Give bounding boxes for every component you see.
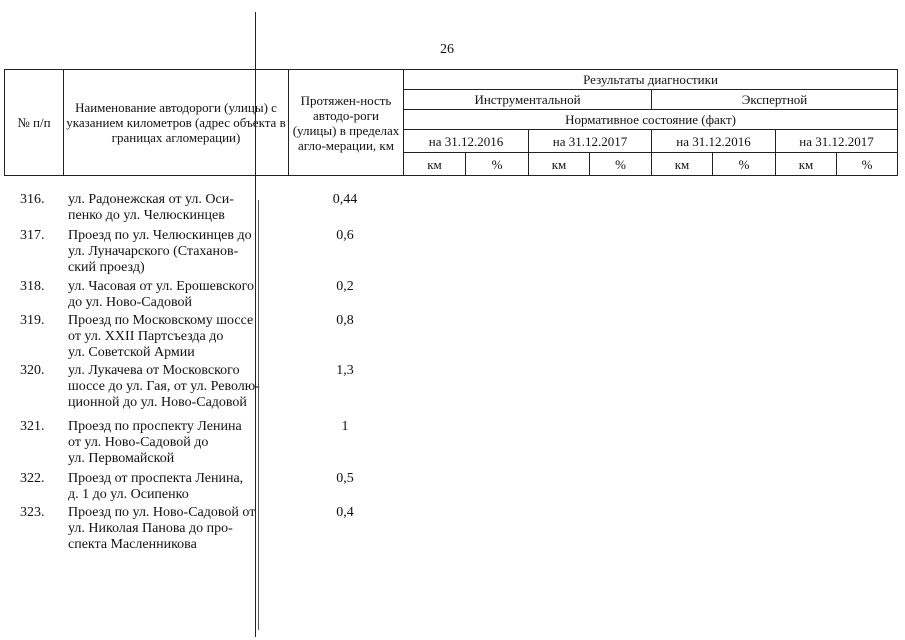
header-date: на 31.12.2016 xyxy=(652,130,776,153)
scan-fold-line xyxy=(255,12,256,637)
road-name: Проезд по ул. Челюскинцев до ул. Луначарского (Стаханов- ский проезд) xyxy=(68,228,252,275)
road-name: ул. Лукачева от Московского шоссе до ул. Гая, от ул. Револю- ционной до ул. Ново-Садовой xyxy=(68,363,260,410)
header-unit: км xyxy=(404,153,466,176)
header-unit: км xyxy=(652,153,713,176)
road-name: Проезд по ул. Ново-Садовой от ул. Николая Панова до про- спекта Масленникова xyxy=(68,505,256,552)
header-unit: км xyxy=(529,153,590,176)
row-number: 323. xyxy=(20,505,45,520)
row-number: 317. xyxy=(20,228,45,243)
road-length: 1 xyxy=(341,419,349,434)
table-row xyxy=(0,363,905,419)
road-length: 0,6 xyxy=(336,228,354,243)
header-normative-state: Нормативное состояние (факт) xyxy=(404,110,898,130)
road-list xyxy=(0,192,905,555)
road-name: ул. Часовая от ул. Ерошевского до ул. Ново-Садовой xyxy=(68,279,255,310)
row-number: 318. xyxy=(20,279,45,294)
road-length: 0,8 xyxy=(336,313,354,328)
road-name: Проезд по Московскому шоссе от ул. XXII Партсъезда до ул. Советской Армии xyxy=(68,313,254,360)
header-unit: % xyxy=(590,153,652,176)
header-instrumental: Инструментальной xyxy=(404,90,652,110)
header-date: на 31.12.2017 xyxy=(776,130,898,153)
header-road-name: Наименование автодороги (улицы) с указанием километров (адрес объекта в границах агломерации) xyxy=(64,70,289,176)
header-unit: % xyxy=(466,153,529,176)
header-diagnostics-results: Результаты диагностики xyxy=(404,70,898,90)
road-name: Проезд по проспекту Ленина от ул. Ново-Садовой до ул. Первомайской xyxy=(68,419,242,466)
table-row xyxy=(0,279,905,313)
table-row xyxy=(0,471,905,505)
header-length: Протяжен-ность автодо-роги (улицы) в пределах агло-мерации, км xyxy=(289,70,404,176)
road-name: ул. Радонежская от ул. Оси- пенко до ул. Челюскинцев xyxy=(68,192,234,223)
road-name: Проезд от проспекта Ленина, д. 1 до ул. Осипенко xyxy=(68,471,244,502)
scan-fold-line xyxy=(258,200,259,630)
table-row xyxy=(0,192,905,228)
row-number: 316. xyxy=(20,192,45,207)
header-unit: % xyxy=(837,153,898,176)
row-number: 320. xyxy=(20,363,45,378)
header-date: на 31.12.2016 xyxy=(404,130,529,153)
road-length: 1,3 xyxy=(336,363,354,378)
road-length: 0,5 xyxy=(336,471,354,486)
table-row xyxy=(0,419,905,471)
header-date: на 31.12.2017 xyxy=(529,130,652,153)
diagnostics-header-table xyxy=(4,69,898,176)
page-number: 26 xyxy=(440,42,454,57)
header-unit: км xyxy=(776,153,837,176)
header-expert: Экспертной xyxy=(652,90,898,110)
table-row xyxy=(0,313,905,363)
row-number: 322. xyxy=(20,471,45,486)
header-num: № п/п xyxy=(5,70,64,176)
row-number: 321. xyxy=(20,419,45,434)
header-unit: % xyxy=(713,153,776,176)
table-row xyxy=(0,505,905,555)
row-number: 319. xyxy=(20,313,45,328)
road-length: 0,2 xyxy=(336,279,354,294)
road-length: 0,4 xyxy=(336,505,354,520)
table-row xyxy=(0,228,905,279)
road-length: 0,44 xyxy=(332,192,358,207)
